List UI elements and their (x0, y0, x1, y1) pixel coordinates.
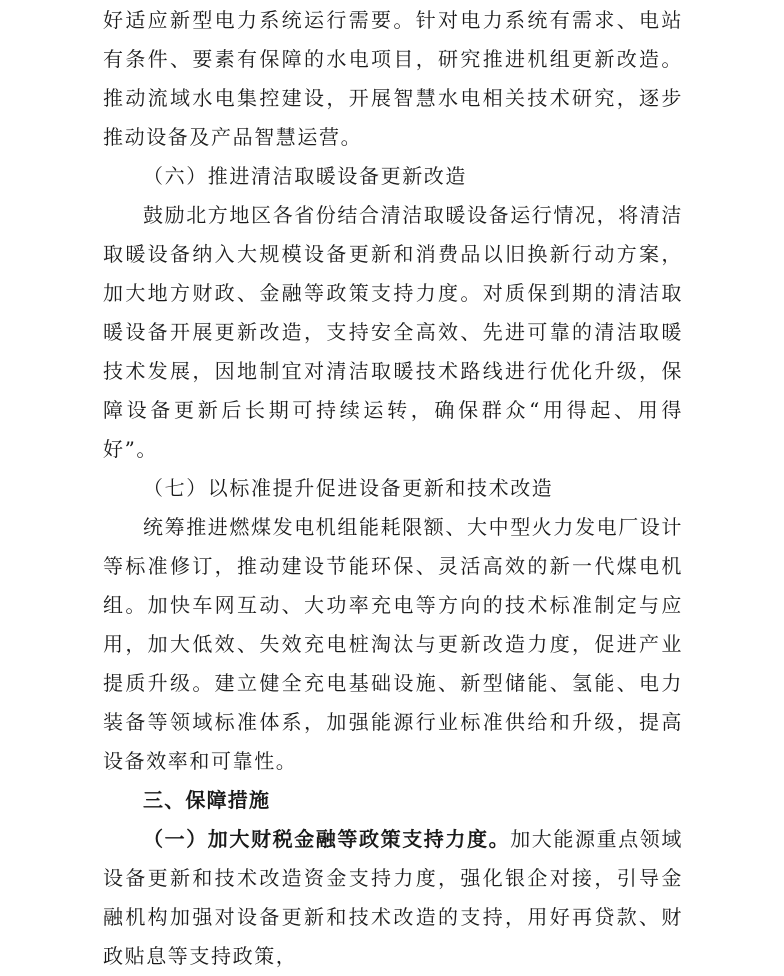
paragraph-hydropower: 好适应新型电力系统运行需要。针对电力系统有需求、电站有条件、要素有保障的水电项目，研究推进机组更新改造。推动流域水电集控建设，开展智慧水电相关技术研究，逐步推动设备及产品智慧运营。 (103, 8, 683, 149)
paragraph-clean-heating: 鼓励北方地区各省份结合清洁取暖设备运行情况，将清洁取暖设备纳入大规模设备更新和消费品以旧换新行动方案，加大地方财政、金融等政策支持力度。对质保到期的清洁取暖设备开展更新改造，支持安全高效、先进可靠的清洁取暖技术发展，因地制宜对清洁取暖技术路线进行优化升级，保障设备更新后长期可持续运转，确保群众“用得起、用得好”。 (103, 203, 683, 461)
paragraph-lead-title: （一）加大财税金融等政策支持力度。 (143, 827, 511, 851)
paragraph-body-text: 加大能源重点领域设备更新和技术改造资金支持力度，强化银企对接，引导金融机构加强对设备更新和技术改造的支持，用好再贷款、财政贴息等支持政策， (103, 827, 684, 968)
paragraph-standards: 统筹推进燃煤发电机组能耗限额、大中型火力发电厂设计等标准修订，推动建设节能环保、灵活高效的新一代煤电机组。加快车网互动、大功率充电等方向的技术标准制定与应用，加大低效、失效充电桩淘汰与更新改造力度，促进产业提质升级。建立健全充电基础设施、新型储能、氢能、电力装备等领域标准体系，加强能源行业标准供给和升级，提高设备效率和可靠性。 (103, 515, 683, 773)
paragraph-fiscal-support (103, 820, 683, 976)
section-heading-6: （六）推进清洁取暖设备更新改造 (143, 164, 467, 188)
section-heading-7: （七）以标准提升促进设备更新和技术改造 (143, 476, 554, 500)
document-page (103, 0, 683, 976)
chapter-heading-safeguards: 三、保障措施 (143, 788, 271, 812)
